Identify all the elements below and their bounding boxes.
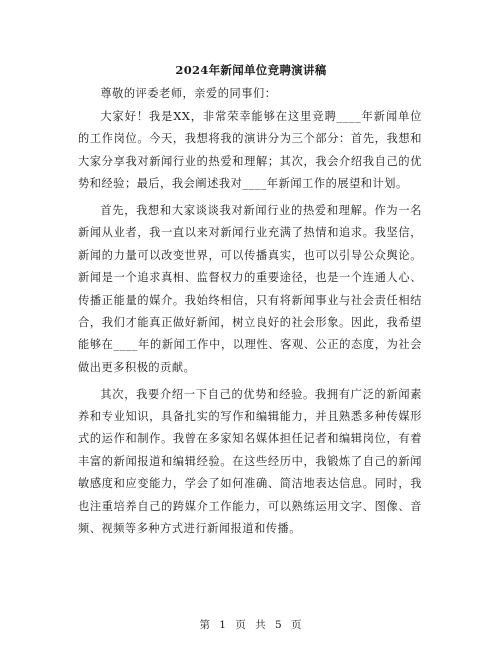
document-body xyxy=(78,83,422,545)
intro-paragraph: 大家好！我是XX，非常荣幸能够在这里竞聘____年新闻单位的工作岗位。今天，我想将我的演讲分为三个部分：首先，我想和大家分享我对新闻行业的热爱和理解；其次，我会介绍我自己的优势和经验；最后，我会阐述我对____年新闻工作的展望和计划。 xyxy=(78,109,422,191)
salutation-paragraph: 尊敬的评委老师，亲爱的同事们： xyxy=(100,87,277,100)
passion-paragraph: 首先，我想和大家谈谈我对新闻行业的热爱和理解。作为一名新闻从业者，我一直以来对新闻行业充满了热情和追求。我坚信，新闻的力量可以改变世界，可以传播真实，也可以引导公众舆论。新闻是一个追求真相、监督权力的重要途径，也是一个连通人心、传播正能量的媒介。我始终相信，只有将新闻事业与社会责任相结合，我们才能真正做好新闻，树立良好的社会形象。因此，我希望能够在____年的新闻工作中，以理性、客观、公正的态度，为社会做出更多积极的贡献。 xyxy=(78,203,422,374)
page-number-footer: 第 1 页 共 5 页 xyxy=(199,619,303,631)
document-title: 2024年新闻单位竞聘演讲稿 xyxy=(175,63,327,77)
experience-paragraph: 其次，我要介绍一下自己的优势和经验。我拥有广泛的新闻素养和专业知识，具备扎实的写作和编辑能力，并且熟悉多种传媒形式的运作和制作。我曾在多家知名媒体担任记者和编辑岗位，有着丰富的新闻报道和编辑经验。在这些经历中，我锻炼了自己的新闻敏感度和应变能力，学会了如何准确、简洁地表达信息。同时，我也注重培养自己的跨媒介工作能力，可以熟练运用文字、图像、音频、视频等多种方式进行新闻报道和传播。 xyxy=(78,387,422,535)
